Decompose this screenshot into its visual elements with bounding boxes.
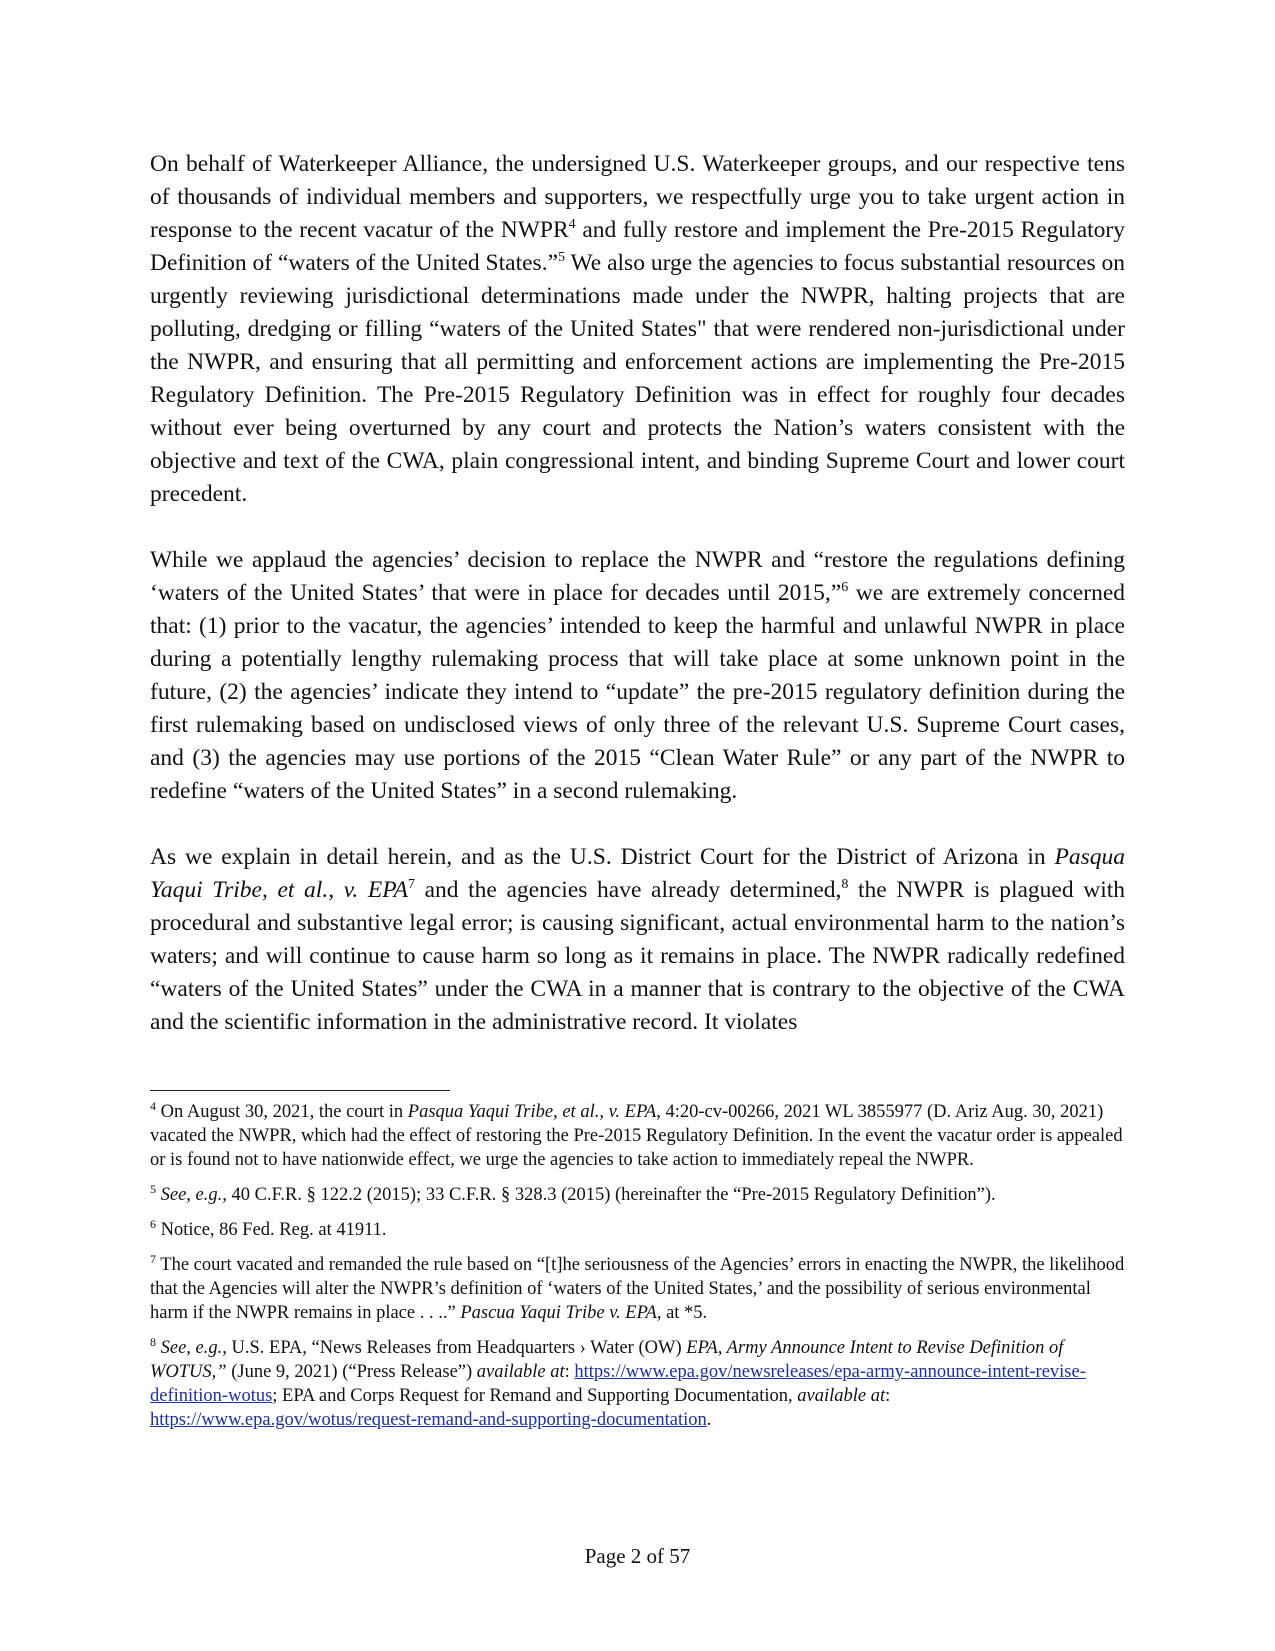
body-text: [150, 148, 1125, 1039]
case-name: Pascua Yaqui Tribe v. EPA: [460, 1303, 657, 1323]
footnote-8-text-d: .: [706, 1410, 712, 1430]
footnote-6: [150, 1218, 1125, 1242]
paragraph-3-text-a: As we explain in detail herein, and as the U.S. District Court for the District of Arizona in: [150, 844, 1055, 870]
citation-signal: See, e.g.,: [156, 1338, 227, 1358]
paragraph-2-text-b: we are extremely concerned that: (1) prior to the vacatur, the agencies’ intended to keep the harmful and unlawful NWPR in place during a potentially lengthy rulemaking process that will take place at some unknown point in the future, (2) the agencies’ indicate they intend to “update” the pre-2015 regulatory definition during the first rulemaking based on undisclosed views of only three of the relevant U.S. Supreme Court cases, and (3) the agencies may use portions of the 2015 “Clean Water Rule” or any part of the NWPR to redefine “waters of the United States” in a second rulemaking.: [150, 580, 1125, 804]
case-name: Pasqua Yaqui Tribe, et al., v. EPA: [407, 1102, 657, 1122]
footnote-ref-6[interactable]: 6: [841, 580, 849, 596]
footnote-8-text-c: ; EPA and Corps Request for Remand and Supporting Documentation,: [272, 1386, 798, 1406]
paragraph-2-text-a: While we applaud the agencies’ decision to replace the NWPR and “restore the regulations defining ‘waters of the United States’ that were in place for decades until 2015,”: [150, 547, 1125, 606]
footnote-4-text-b: , 4:20-cv-00266, 2021 WL 3855977 (D. Ariz Aug. 30, 2021) vacated the NWPR, which had the effect of restoring the Pre-2015 Regulatory Definition. In the event the vacatur order is appealed or is found not to have nationwide effect, we urge the agencies to take action to immediately repeal the NWPR.: [150, 1102, 1123, 1170]
footnote-8-text-b: (June 9, 2021) (“Press Release”): [226, 1362, 477, 1382]
footnote-divider: [150, 1090, 450, 1091]
footnote-5: [150, 1183, 1125, 1207]
paragraph-1: [150, 148, 1125, 511]
paragraph-1-text-c: We also urge the agencies to focus substantial resources on urgently reviewing jurisdictional determinations made under the NWPR, halting projects that are polluting, dredging or filling “waters of the United States" that were rendered non-jurisdictional under the NWPR, and ensuring that all permitting and enforcement actions are implementing the Pre-2015 Regulatory Definition. The Pre-2015 Regulatory Definition was in effect for roughly four decades without ever being overturned by any court and protects the Nation’s waters consistent with the objective and text of the CWA, plain congressional intent, and binding Supreme Court and lower court precedent.: [150, 250, 1125, 507]
footnote-8-text-a: U.S. EPA, “News Releases from Headquarters › Water (OW): [226, 1338, 687, 1358]
case-name: Pasqua Yaqui Tribe, et al., v. EPA: [150, 844, 1125, 903]
footnote-number: 8: [150, 1334, 156, 1349]
available-at-label: available at: [476, 1362, 565, 1382]
footnote-7-text-b: , at *5.: [656, 1303, 708, 1323]
paragraph-2: [150, 544, 1125, 808]
citation-signal: See, e.g.,: [156, 1185, 227, 1205]
footnote-ref-5[interactable]: 5: [558, 250, 565, 266]
remand-documentation-link[interactable]: https://www.epa.gov/wotus/request-remand-and-supporting-documentation: [150, 1410, 707, 1430]
colon: :: [885, 1386, 891, 1406]
footnote-number: 4: [150, 1098, 156, 1113]
paragraph-3-text-b: and the agencies have already determined,: [414, 877, 842, 903]
footnote-ref-4[interactable]: 4: [568, 217, 576, 233]
footnote-4: [150, 1100, 1125, 1172]
colon: :: [564, 1362, 575, 1382]
footnote-number: 7: [150, 1251, 156, 1266]
footnote-6-text: Notice, 86 Fed. Reg. at 41911.: [156, 1220, 387, 1240]
footnote-number: 5: [150, 1181, 156, 1196]
footnotes: [150, 1100, 1125, 1443]
press-release-link[interactable]: https://www.epa.gov/newsreleases/epa-army-announce-intent-revise-definition-wotus: [150, 1362, 1086, 1406]
footnote-number: 6: [150, 1216, 156, 1231]
paragraph-1-text-b: and fully restore and implement the Pre-2015 Regulatory Definition of “waters of the United States.”: [150, 217, 1125, 276]
paragraph-3-text-c: the NWPR is plagued with procedural and substantive legal error; is causing significant, actual environmental harm to the nation’s waters; and will continue to cause harm so long as it remains in place. The NWPR radically redefined “waters of the United States” under the CWA in a manner that is contrary to the objective of the CWA and the scientific information in the administrative record. It violates: [150, 877, 1126, 1035]
footnote-7-text-a: The court vacated and remanded the rule based on “[t]he seriousness of the Agencies’ errors in enacting the NWPR, the likelihood that the Agencies will alter the NWPR’s definition of ‘waters of the United States,’ and the possibility of serious environmental harm if the NWPR remains in place . . ..”: [150, 1255, 1125, 1323]
press-release-title: EPA, Army Announce Intent to Revise Definition of WOTUS,”: [150, 1338, 1064, 1382]
footnote-7: [150, 1253, 1125, 1325]
footnote-ref-8[interactable]: 8: [841, 877, 849, 893]
page-number: Page 2 of 57: [584, 1544, 691, 1568]
footnote-ref-7[interactable]: 7: [407, 877, 415, 893]
footnote-4-text-a: On August 30, 2021, the court in: [156, 1102, 408, 1122]
available-at-label: available at: [797, 1386, 886, 1406]
footnote-8: [150, 1336, 1125, 1432]
paragraph-1-text-a: On behalf of Waterkeeper Alliance, the undersigned U.S. Waterkeeper groups, and our respective tens of thousands of individual members and supporters, we respectfully urge you to take urgent action in response to the recent vacatur of the NWPR: [150, 151, 1125, 243]
paragraph-3: [150, 841, 1125, 1039]
footnote-5-text: 40 C.F.R. § 122.2 (2015); 33 C.F.R. § 328.3 (2015) (hereinafter the “Pre-2015 Regulatory Definition”).: [226, 1185, 996, 1205]
